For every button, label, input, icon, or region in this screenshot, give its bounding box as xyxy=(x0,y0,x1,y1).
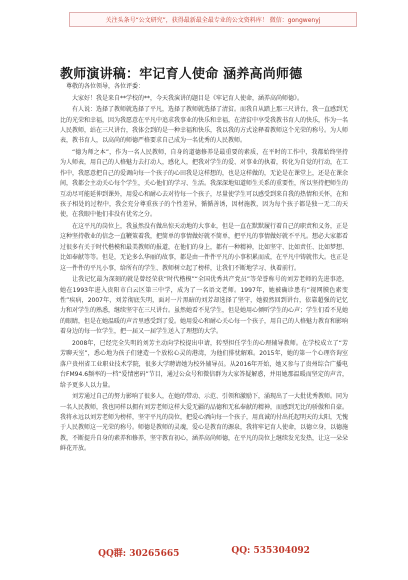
body-paragraph: 有人说：选择了教师就选择了平凡，选择了教师就选择了清贫。而我自从踏上那三尺讲台，我一直感到无比的光荣和幸福，因为我愿意在平凡中追求我事业的快乐和幸福，在清贫中享受我教书育人的快乐，作为一名人民教师，站在三尺讲台，我体会到的是一种幸福和快乐，我以我的方式诠释着教师这个光荣的称号。为人师表，教书育人，以高尚的师德严格要求自己成为一名优秀的人民教师。 xyxy=(60,106,348,145)
body-paragraph: 在这平凡的岗位上，我虽然没有做出惊天动地的大事业，但是一直在默默履行着自己的职责和义务，正是这种坚持敬业的信念一直鞭策着我，把简单的事情做好就不简单，把平凡的事情做好就不平凡。想必大家都看过很多有关于时代楷模和最美教师的报道，在他们的身上，都有一种精神，比如坚守、比如责任、比如梦想、比如奉献等等。但是，无论多么华丽的故事，都是由一件件平凡的小事积累而成，在平凡中铸就伟大。也正是这一件件的平凡小事，给所有的学生、教师树立起了榜样，让我们不断地学习、执着前行。 xyxy=(60,223,348,272)
footer-qq-number: QQ: 535304092 xyxy=(231,546,310,556)
top-banner: 关注头条号“公文研究”，获得最新最全最专业的公文资料库！ 微信：gongwenyj xyxy=(69,12,357,27)
body-paragraph: 2008年，已经完全失明的刘芳主动向学校提出申请，转型担任学生的心理辅导教师。在学校成立了“芳芳聊天室”，悉心地为孩子们建造一个放松心灵的港湾，为他们排忧解难。2015年，她的第一个心理咨询室落户贵州省工业职业技术学院，很多大学聘请她为校外辅导员。从2016年开始，她又参与了贵州综合广播电台FM94.6频率的一档“爱情密码”节目，通过公众号和微信群为大家答疑解惑，并用她那温暖而坚定的声音，给予更多人以力量。 xyxy=(60,339,348,389)
footer-qq-group: QQ群: 30265665 xyxy=(98,549,180,559)
salutation-paragraph: 尊敬的各位领导，各位评委： xyxy=(66,83,145,90)
body-paragraph: 大家好！我是来自**学校的**，今天我演讲的题目是《牢记育人使命，涵养高尚师德》。 xyxy=(72,94,304,102)
body-paragraph: “德为师之本”，作为一名人民教师，自身的道德修养是最重要的素质，在平时的工作中，我都始终坚持为人师表，用自己的人格魅力去打动人，感化人，把我对学生的爱、对事业的执着，转化为自觉的行动，在工作中，我愿意把自己的爱调向每一个孩子的心田我是这样想的，也是这样做的，无论是在课堂上，还是在课余间，我都会主动关心每个学生，关心他们的学习、生活。我深深地知道师生关系的重要性，所以坚持把师生的互动尽可能延伸到课外，用爱心和耐心去对待每一个孩子，尽量使学生可以感受到来自我的热情和关怀，在和孩子相处的过程中，我会充分尊重孩子的个性差异，循循善诱，因材施教，因为每个孩子都是独一无二的天使，在我眼中他们非没有优劣之分。 xyxy=(60,149,348,219)
body-paragraph: 刘芳通过自己的努力影响了很多人，在她的带动、示范、引领和激励下，涌现出了一大批优秀教师。同为一名人民教师，我也同样以拥有刘芳老师这样大爱无疆的品德和无私奉献的精神，而感到无比的骄傲和自豪。我将永远以刘芳老师为榜样，坚守平凡的岗位，把爱心洒向每一个孩子，用真诚的付出托起明天的太阳，无愧于人民教师这一光荣的称号。师德是教师的灵魂，爱心是教育的源泉，我将牢记育人使命，以德立身，以德施教，不断提升自身的素养和修养，坚守教育初心，涵养高尚师德，在平凡的岗位上继续发光发热，让这一朵朵鲜花开放。 xyxy=(60,393,348,453)
body-paragraph: 让我记忆最为深刻的就是曾经荣获“时代楷模”“全国优秀共产党员”等荣誉称号的刘芳老师的先进事迹，她在1993年进入贵阳市白云区第三中学，成为了一名语文老师。1997年，她被确诊患有“视网膜色素变性”疾病，2007年，刘芳彻底失明，面对一片黑暗的刘芳却选择了坚守，她毅然回到讲台，依靠超强的记忆力和对学生的熟悉，继续坚守在三尺讲台。虽然她看不见学生，但是她用心倾听学生的心声；学生们看不见她的眼睛，但是在她温暖的声音里感受到了爱。她用爱心和耐心关心每一个孩子，用自己的人格魅力教育和影响着身边的每一位学生，把一届又一届学生送入了理想的大学。 xyxy=(60,276,348,336)
footer-contact xyxy=(0,546,408,560)
page-title: 教师演讲稿：牢记育人使命 涵养高尚师德 xyxy=(60,67,303,82)
article-body xyxy=(60,82,348,537)
